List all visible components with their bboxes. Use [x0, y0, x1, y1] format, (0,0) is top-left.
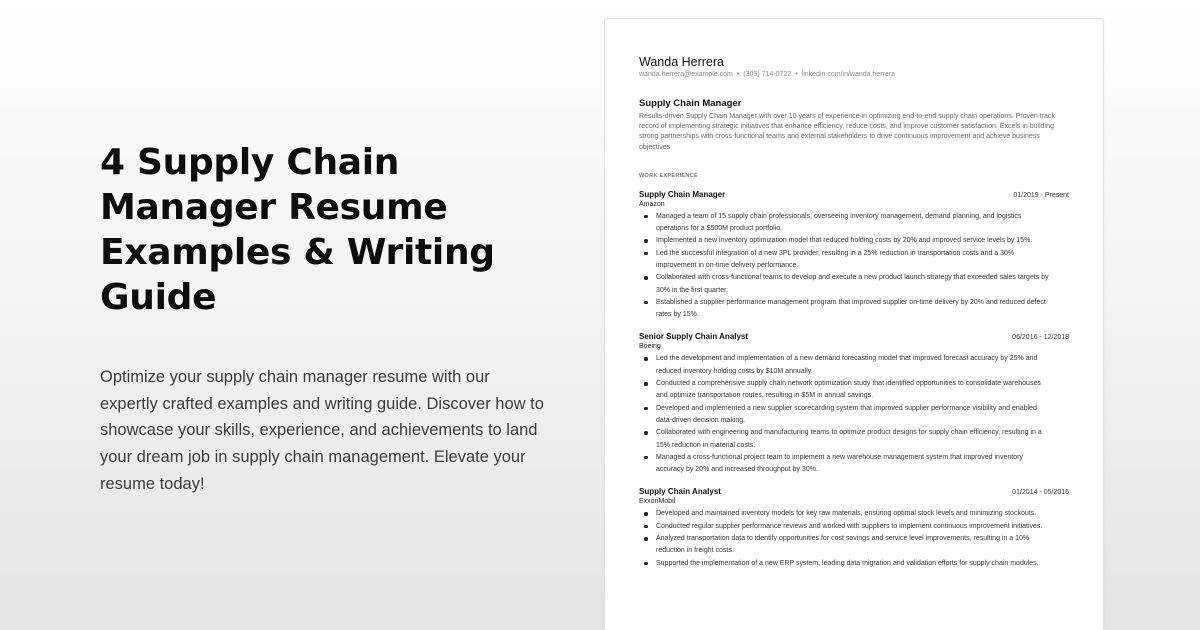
job-bullet: Established a supplier performance management program that improved supplier on-time delivery by 20% and reduced defect rates by 15%. — [639, 297, 1049, 322]
job-bullet: Conducted a comprehensive supply chain network optimization study that identified opportunities to consolidate warehouses and optimize transportation routes, resulting in $5M in annual savings. — [639, 378, 1049, 403]
intro-paragraph: Optimize your supply chain manager resume with our expertly crafted examples and writing guide. Discover how to showcase your skills, experience, and achievements to land your dream job in supply chain management. Elevate your resume today! — [100, 368, 544, 493]
job-bullet: Collaborated with cross-functional teams to develop and execute a new product launch strategy that exceeded sales targets by 30% in the first quarter. — [639, 272, 1049, 297]
job-bullets — [639, 353, 1069, 476]
job-company: Amazon — [639, 200, 665, 208]
resume-summary: Results-driven Supply Chain Manager with over 10 years of experience in optimizing end-to-end supply chain operations. Proven track record of implementing strategic initiatives that enhance efficiency, reduce costs, and improve customer satisfaction. Excels in building strong partnerships with cross-functional teams and external stakeholders to drive continuous improvement and achieve business objectives. — [639, 113, 1055, 151]
job-bullet: Supported the implementation of a new ERP system, leading data migration and validation efforts for supply chain modules. — [639, 558, 1049, 570]
job-bullets — [639, 508, 1069, 569]
page-title: 4 Supply Chain Manager Resume Examples & Writing Guide — [100, 142, 495, 318]
job-role: Supply Chain Manager — [639, 189, 726, 199]
job-role: Supply Chain Analyst — [639, 487, 721, 497]
section-heading-work-experience: WORK EXPERIENCE — [639, 172, 698, 179]
job-entry — [639, 190, 1069, 322]
job-bullet: Conducted regular supplier performance reviews and worked with suppliers to implement continuous improvement initiatives. — [639, 521, 1049, 533]
resume-preview — [604, 18, 1104, 630]
job-entry — [639, 332, 1069, 476]
job-dates: 06/2016 - 12/2018 — [1012, 334, 1069, 342]
job-bullet: Led the successful integration of a new 3PL provider, resulting in a 25% reduction in transportation costs and a 30% improvement in on-time delivery performance. — [639, 248, 1049, 273]
contact-separator: • — [736, 71, 740, 78]
resume-phone: (309) 714-0722 — [743, 71, 792, 78]
resume-title: Supply Chain Manager — [639, 98, 742, 109]
job-dates: 01/2014 - 05/2016 — [1012, 489, 1069, 497]
job-bullet: Collaborated with engineering and manufacturing teams to optimize product designs for supply chain efficiency, resulting in a 15% reduction in material costs. — [639, 427, 1049, 452]
job-bullet: Analyzed transportation data to identify opportunities for cost savings and service level improvements, resulting in a 10% reduction in freight costs. — [639, 533, 1049, 558]
hero-text — [100, 140, 550, 498]
job-bullet: Managed a cross-functional project team to implement a new warehouse management system that improved inventory accuracy by 20% and increased throughput by 30%. — [639, 452, 1049, 477]
job-entry — [639, 487, 1069, 569]
job-company: ExxonMobil — [639, 498, 676, 506]
job-bullet: Developed and maintained inventory models for key raw materials, ensuring optimal stock levels and minimizing stockouts. — [639, 508, 1049, 520]
resume-email: wanda.herrera@example.com — [639, 71, 733, 78]
job-dates: 01/2019 - Present — [1013, 191, 1069, 199]
job-company: Boeing — [639, 343, 661, 351]
job-bullets — [639, 211, 1069, 322]
job-role: Senior Supply Chain Analyst — [639, 332, 749, 342]
contact-separator: • — [795, 71, 798, 78]
resume-name: Wanda Herrera — [639, 55, 724, 69]
job-bullet: Implemented a new inventory optimization model that reduced holding costs by 20% and improved service levels by 15%. — [639, 235, 1049, 247]
job-bullet: Managed a team of 15 supply chain professionals, overseeing inventory management, demand planning, and logistics operations for a $500M product portfolio. — [639, 211, 1049, 236]
resume-linkedin: linkedin.com/in/wanda.herrera — [801, 71, 896, 78]
resume-contact — [639, 71, 1069, 78]
job-bullet: Led the development and implementation of a new demand forecasting model that improved forecast accuracy by 25% and reduced inventory holding costs by $10M annually. — [639, 353, 1049, 378]
job-bullet: Developed and implemented a new supplier scorecarding system that improved supplier performance visibility and enabled data-driven decision making. — [639, 403, 1049, 428]
